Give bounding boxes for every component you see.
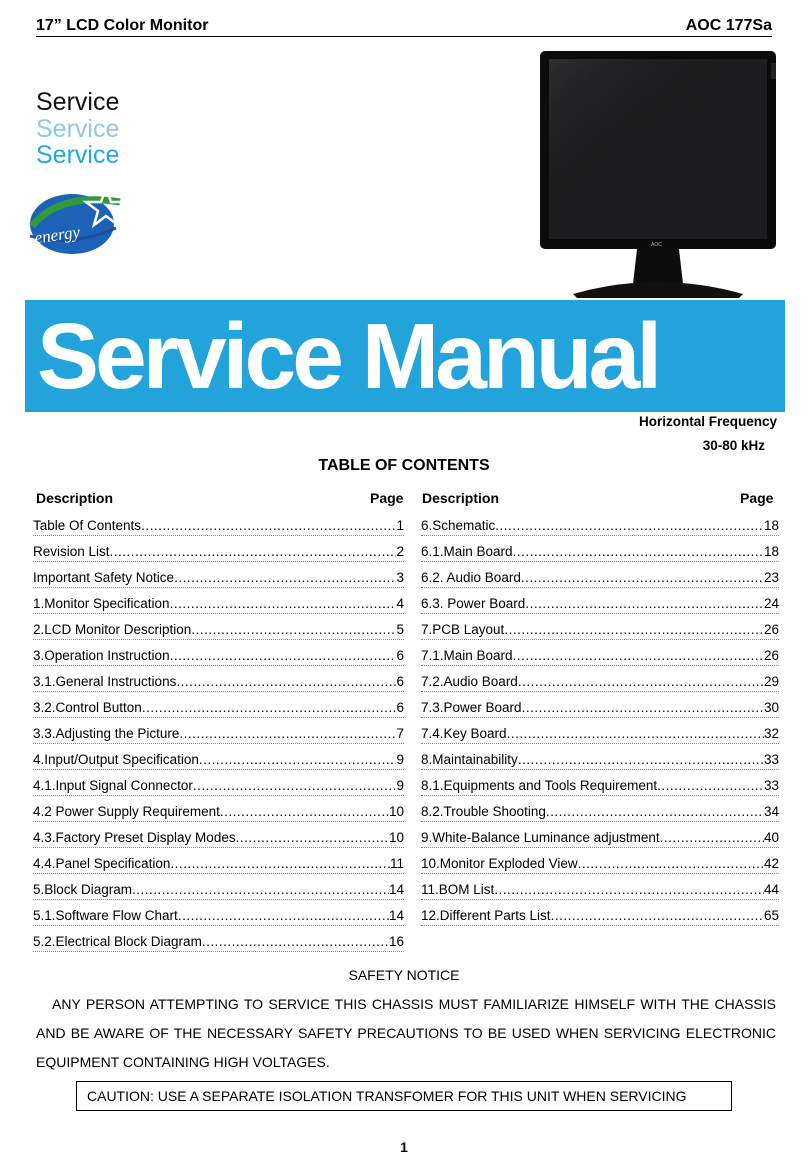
toc-leader-dots: [513, 648, 764, 664]
toc-entry[interactable]: [421, 594, 779, 620]
toc-entry-text: [421, 674, 779, 690]
toc-entry[interactable]: [33, 698, 404, 724]
toc-entry[interactable]: [421, 802, 779, 828]
toc-leader-dots: [513, 544, 764, 560]
toc-leader-dots: [202, 934, 389, 950]
toc-entry-label: 1.Monitor Specification: [33, 596, 170, 611]
toc-entry-text: [33, 804, 404, 820]
toc-entry-page: 33: [763, 778, 779, 793]
svg-text:AOC: AOC: [651, 242, 662, 248]
svg-text:energy: energy: [33, 222, 82, 248]
toc-leader-dots: [578, 856, 764, 872]
toc-entry[interactable]: [33, 932, 404, 958]
toc-entry-page: 7: [396, 726, 404, 741]
toc-entry[interactable]: [33, 646, 404, 672]
toc-entry-label: 5.Block Diagram: [33, 882, 133, 897]
toc-entry-page: 26: [763, 648, 779, 663]
toc-entry-label: Important Safety Notice: [33, 570, 175, 585]
toc-leader-dots: [141, 518, 396, 534]
toc-entry-page: 10: [388, 830, 404, 845]
toc-entry-text: [421, 830, 779, 846]
toc-entry-text: [33, 882, 404, 898]
toc-leader-dots: [193, 778, 397, 794]
toc-entry[interactable]: [33, 542, 404, 568]
toc-leader-dots: [546, 804, 764, 820]
toc-entry-label: 5.1.Software Flow Chart: [33, 908, 178, 923]
toc-entry-label: 7.4.Key Board: [421, 726, 507, 741]
toc-entry-text: [421, 778, 779, 794]
toc-leader-dots: [518, 674, 764, 690]
safety-title: SAFETY NOTICE: [348, 967, 460, 983]
toc-leader-dots: [110, 544, 397, 560]
toc-entry-page: 9: [396, 778, 404, 793]
toc-entry[interactable]: [33, 854, 404, 880]
service-word-2: Service: [36, 115, 120, 143]
safety-text: ANY PERSON ATTEMPTING TO SERVICE THIS CHASSIS MUST FAMILIARIZE HIMSELF WITH THE CHASSIS AND BE AWARE OF THE NECESSARY SAFETY PRECAUTIONS TO BE USED WHEN SERVICING ELECTRONIC EQUIPMENT CONTAINING HIGH VOLTAGES.: [36, 996, 776, 1070]
toc-right-column: [421, 516, 779, 932]
toc-entry-page: 44: [763, 882, 779, 897]
toc-entry-text: [33, 518, 404, 534]
toc-entry-page: 10: [388, 804, 404, 819]
toc-entry[interactable]: [33, 776, 404, 802]
header-title: 17” LCD Color Monitor: [36, 17, 209, 34]
toc-entry-text: [421, 700, 779, 716]
toc-entry-page: 9: [396, 752, 404, 767]
toc-col-page: Page: [370, 490, 404, 506]
toc-entry[interactable]: [421, 646, 779, 672]
toc-leader-dots: [179, 726, 396, 742]
toc-leader-dots: [132, 882, 389, 898]
toc-entry[interactable]: [33, 828, 404, 854]
toc-entry-page: 26: [763, 622, 779, 637]
toc-entry-label: 8.2.Trouble Shooting: [421, 804, 546, 819]
toc-entry-page: 11: [389, 856, 404, 871]
banner-title: Service Manual: [37, 304, 659, 408]
toc-entry-text: [33, 648, 404, 664]
toc-entry-page: 14: [388, 908, 404, 923]
toc-entry[interactable]: [421, 906, 779, 932]
toc-title: TABLE OF CONTENTS: [318, 457, 490, 474]
toc-entry-text: [421, 856, 779, 872]
toc-entry-page: 32: [763, 726, 779, 741]
toc-entry-page: 30: [763, 700, 779, 715]
toc-entry[interactable]: [33, 568, 404, 594]
toc-entry-page: 14: [388, 882, 404, 897]
toc-entry-label: 4.2 Power Supply Requirement: [33, 804, 220, 819]
toc-entry-text: [33, 726, 404, 742]
toc-leader-dots: [657, 778, 764, 794]
toc-entry-page: 29: [763, 674, 779, 689]
toc-entry-text: [421, 908, 779, 924]
caution-text: CAUTION: USE A SEPARATE ISOLATION TRANSFOMER FOR THIS UNIT WHEN SERVICING: [87, 1088, 687, 1104]
header-model: AOC 177Sa: [685, 17, 772, 34]
toc-leader-dots: [174, 570, 396, 586]
toc-leader-dots: [495, 518, 764, 534]
toc-leader-dots: [551, 908, 764, 924]
toc-entry[interactable]: [421, 698, 779, 724]
caution-box: [76, 1081, 732, 1111]
toc-entry-page: 6: [396, 700, 404, 715]
toc-leader-dots: [170, 648, 397, 664]
toc-entry[interactable]: [33, 750, 404, 776]
toc-entry-page: 40: [763, 830, 779, 845]
toc-entry[interactable]: [421, 672, 779, 698]
toc-entry-text: [33, 934, 404, 950]
energy-star-logo-icon: [20, 182, 132, 258]
toc-entry-text: [33, 752, 404, 768]
toc-leader-dots: [170, 596, 397, 612]
toc-entry-label: 7.2.Audio Board: [421, 674, 518, 689]
toc-entry-text: [33, 674, 404, 690]
toc-leader-dots: [142, 700, 397, 716]
service-word-1: Service: [36, 88, 120, 116]
toc-entry-label: 4.Input/Output Specification: [33, 752, 199, 767]
toc-entry[interactable]: [421, 828, 779, 854]
toc-entry[interactable]: [33, 906, 404, 932]
toc-leader-dots: [504, 622, 764, 638]
toc-entry-label: 9.White-Balance Luminance adjustment: [421, 830, 660, 845]
toc-entry-text: [33, 570, 404, 586]
toc-entry-label: 7.3.Power Board: [421, 700, 522, 715]
toc-entry-text: [421, 726, 779, 742]
toc-entry-page: 2: [396, 544, 404, 559]
toc-entry-text: [421, 544, 779, 560]
toc-entry-text: [33, 856, 404, 872]
toc-leader-dots: [220, 804, 389, 820]
toc-col-description: Description: [422, 490, 500, 506]
toc-leader-dots: [176, 674, 396, 690]
toc-entry[interactable]: [33, 724, 404, 750]
toc-entry-label: 6.2. Audio Board: [421, 570, 521, 585]
toc-entry-text: [421, 570, 779, 586]
toc-entry-page: 3: [396, 570, 404, 585]
lcd-monitor-photo-icon: [533, 48, 783, 298]
toc-leader-dots: [660, 830, 764, 846]
toc-entry[interactable]: [421, 776, 779, 802]
toc-entry-label: 3.1.General Instructions: [33, 674, 177, 689]
toc-entry-label: 5.2.Electrical Block Diagram: [33, 934, 202, 949]
toc-entry-text: [33, 908, 404, 924]
toc-entry[interactable]: [421, 880, 779, 906]
toc-entry[interactable]: [33, 880, 404, 906]
toc-entry-label: 2.LCD Monitor Description: [33, 622, 192, 637]
toc-entry-page: 6: [396, 648, 404, 663]
toc-entry[interactable]: [33, 516, 404, 542]
toc-entry-text: [33, 544, 404, 560]
toc-entry-label: 12.Different Parts List: [421, 908, 551, 923]
toc-col-description: Description: [36, 490, 114, 506]
toc-entry-label: 3.2.Control Button: [33, 700, 142, 715]
toc-entry-page: 42: [763, 856, 779, 871]
toc-entry-label: 3.Operation Instruction: [33, 648, 170, 663]
service-manual-banner: [25, 300, 785, 412]
toc-entry-label: 6.3. Power Board: [421, 596, 526, 611]
page-number: 1: [400, 1139, 408, 1155]
spec-value: 30-80 kHz: [702, 438, 765, 453]
header-rule: [36, 36, 772, 37]
toc-left-column: [33, 516, 404, 958]
toc-entry-label: 8.Maintainability: [421, 752, 518, 767]
toc-entry[interactable]: [421, 724, 779, 750]
toc-entry-text: [33, 778, 404, 794]
spec-label: Horizontal Frequency: [638, 414, 777, 429]
toc-entry-label: 4.3.Factory Preset Display Modes: [33, 830, 236, 845]
toc-entry-label: 7.PCB Layout: [421, 622, 505, 637]
toc-leader-dots: [525, 596, 764, 612]
toc-leader-dots: [521, 570, 764, 586]
toc-entry-text: [421, 648, 779, 664]
toc-leader-dots: [494, 882, 764, 898]
toc-entry-label: 4.4.Panel Specification: [33, 856, 171, 871]
toc-entry[interactable]: [421, 854, 779, 880]
toc-leader-dots: [199, 752, 397, 768]
toc-entry[interactable]: [33, 620, 404, 646]
toc-col-page: Page: [740, 490, 774, 506]
toc-entry-label: 6.1.Main Board: [421, 544, 513, 559]
toc-entry-page: 16: [388, 934, 404, 949]
toc-entry[interactable]: [421, 620, 779, 646]
toc-entry[interactable]: [33, 802, 404, 828]
toc-entry-page: 65: [763, 908, 779, 923]
toc-entry-label: 10.Monitor Exploded View: [421, 856, 578, 871]
toc-entry[interactable]: [421, 750, 779, 776]
toc-leader-dots: [178, 908, 389, 924]
toc-leader-dots: [518, 752, 764, 768]
toc-leader-dots: [507, 726, 764, 742]
toc-entry-page: 33: [763, 752, 779, 767]
toc-entry-page: 1: [396, 518, 404, 533]
toc-leader-dots: [522, 700, 764, 716]
toc-entry-label: 4.1.Input Signal Connector: [33, 778, 193, 793]
toc-entry[interactable]: [33, 594, 404, 620]
toc-entry-text: [33, 622, 404, 638]
toc-entry-label: Table Of Contents: [33, 518, 142, 533]
toc-entry-page: 6: [396, 674, 404, 689]
toc-entry-page: 24: [763, 596, 779, 611]
toc-entry-page: 23: [763, 570, 779, 585]
toc-entry-label: 3.3.Adjusting the Picture: [33, 726, 180, 741]
toc-entry-page: 5: [396, 622, 404, 637]
toc-entry[interactable]: [33, 672, 404, 698]
toc-entry[interactable]: [421, 542, 779, 568]
toc-entry-text: [421, 752, 779, 768]
toc-entry-text: [421, 622, 779, 638]
toc-leader-dots: [191, 622, 396, 638]
toc-entry-label: 6.Schematic: [421, 518, 496, 533]
toc-entry-text: [33, 596, 404, 612]
toc-entry-text: [421, 596, 779, 612]
toc-leader-dots: [236, 830, 389, 846]
toc-entry-text: [33, 830, 404, 846]
toc-entry-text: [33, 700, 404, 716]
toc-entry[interactable]: [421, 568, 779, 594]
toc-entry-page: 18: [763, 518, 779, 533]
toc-entry[interactable]: [421, 516, 779, 542]
toc-entry-label: Revision List: [33, 544, 110, 559]
toc-entry-label: 8.1.Equipments and Tools Requirement: [421, 778, 658, 793]
toc-entry-text: [421, 804, 779, 820]
toc-entry-page: 34: [763, 804, 779, 819]
toc-entry-page: 18: [763, 544, 779, 559]
toc-entry-page: 4: [396, 596, 404, 611]
safety-body: [36, 990, 776, 1077]
toc-entry-text: [421, 882, 779, 898]
toc-entry-text: [421, 518, 779, 534]
toc-entry-label: 11.BOM List: [421, 882, 495, 897]
toc-leader-dots: [170, 856, 390, 872]
toc-entry-label: 7.1.Main Board: [421, 648, 513, 663]
service-word-3: Service: [36, 141, 120, 169]
